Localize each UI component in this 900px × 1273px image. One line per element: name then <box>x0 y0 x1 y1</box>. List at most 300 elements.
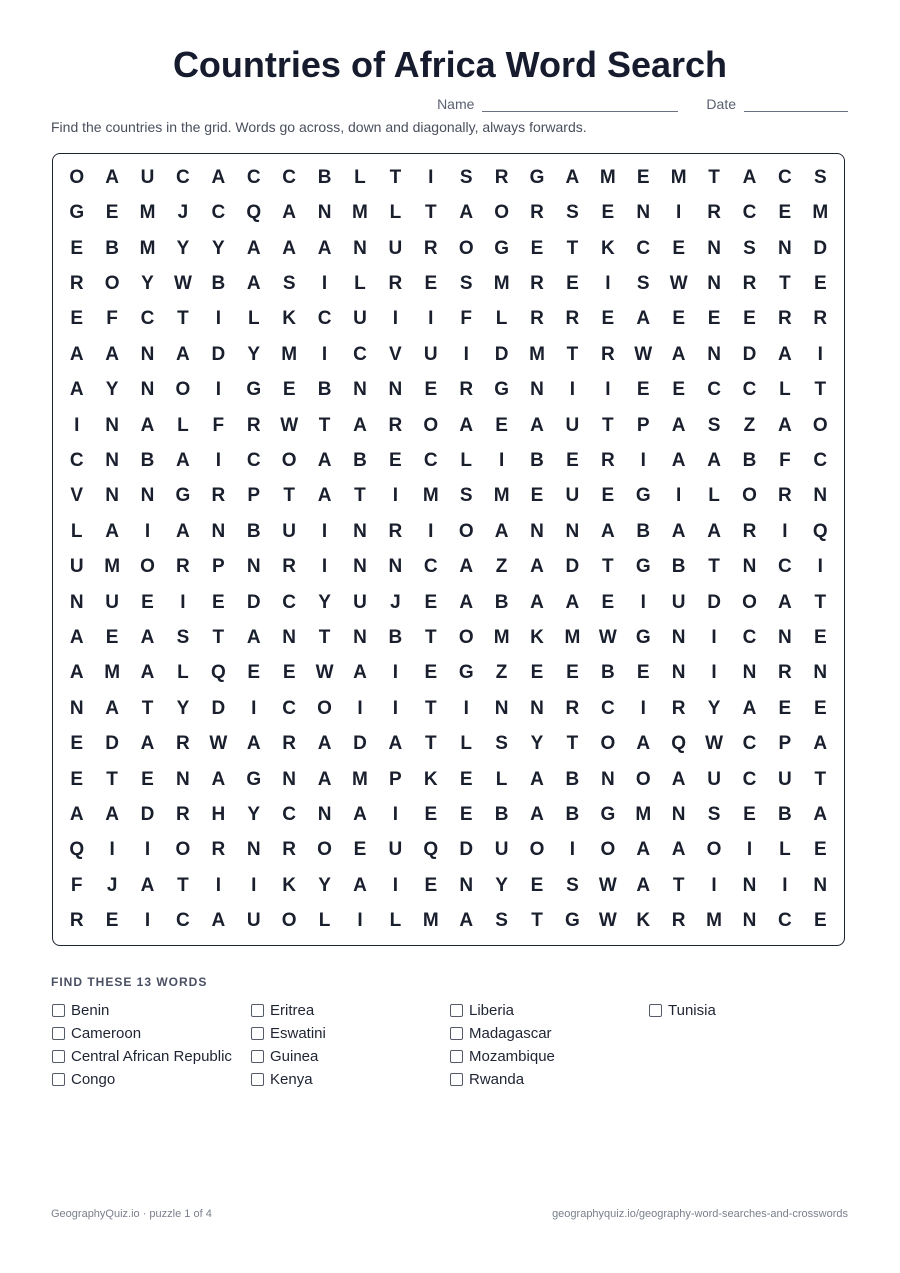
grid-cell[interactable]: R <box>778 308 792 330</box>
grid-cell[interactable]: A <box>459 910 474 932</box>
grid-cell[interactable]: Y <box>247 804 261 826</box>
grid-cell[interactable]: I <box>463 343 469 365</box>
grid-cell[interactable]: C <box>246 449 261 471</box>
grid-cell[interactable]: B <box>494 591 509 613</box>
grid-cell[interactable]: M <box>493 272 510 294</box>
grid-cell[interactable]: R <box>246 414 261 436</box>
checkbox[interactable] <box>649 1004 662 1017</box>
grid-cell[interactable]: T <box>814 768 827 790</box>
grid-cell[interactable]: I <box>463 697 469 719</box>
grid-cell[interactable]: S <box>707 414 721 436</box>
grid-cell[interactable]: T <box>283 485 295 507</box>
grid-cell[interactable]: E <box>424 272 438 294</box>
grid-cell[interactable]: E <box>813 839 827 861</box>
grid-cell[interactable]: G <box>494 379 509 401</box>
grid-cell[interactable]: M <box>635 804 652 826</box>
grid-cell[interactable]: O <box>175 379 191 401</box>
grid-cell[interactable]: E <box>813 272 827 294</box>
grid-cell[interactable]: C <box>707 379 721 401</box>
grid-cell[interactable]: L <box>354 272 366 294</box>
grid-cell[interactable]: A <box>211 768 226 790</box>
grid-cell[interactable]: U <box>140 166 155 188</box>
grid-cell[interactable]: R <box>282 839 297 861</box>
grid-cell[interactable]: Y <box>318 591 331 613</box>
grid-cell[interactable]: T <box>424 733 437 755</box>
grid-cell[interactable]: A <box>282 237 297 259</box>
grid-cell[interactable]: W <box>209 733 228 755</box>
grid-cell[interactable]: I <box>569 379 576 401</box>
grid-cell[interactable]: A <box>494 520 509 542</box>
grid-cell[interactable]: L <box>779 379 791 401</box>
grid-cell[interactable]: N <box>565 520 580 542</box>
grid-cell[interactable]: N <box>530 697 544 719</box>
grid-cell[interactable]: G <box>246 379 262 401</box>
checkbox[interactable] <box>251 1004 264 1017</box>
grid-cell[interactable]: V <box>70 485 84 507</box>
grid-cell[interactable]: R <box>176 556 190 578</box>
grid-cell[interactable]: E <box>282 662 296 684</box>
grid-cell[interactable]: I <box>109 839 115 861</box>
grid-cell[interactable]: E <box>778 202 792 224</box>
word-item[interactable] <box>450 1045 649 1068</box>
grid-cell[interactable]: A <box>211 166 226 188</box>
grid-cell[interactable]: E <box>743 804 756 826</box>
grid-cell[interactable]: A <box>140 627 155 649</box>
grid-cell[interactable]: Q <box>69 839 85 861</box>
grid-cell[interactable]: A <box>176 449 190 471</box>
grid-cell[interactable]: A <box>530 768 544 790</box>
grid-cell[interactable]: O <box>140 556 155 578</box>
grid-cell[interactable]: R <box>388 272 403 294</box>
grid-cell[interactable]: I <box>392 662 399 684</box>
grid-cell[interactable]: J <box>177 202 189 224</box>
grid-cell[interactable]: I <box>711 874 717 896</box>
grid-cell[interactable]: N <box>813 485 828 507</box>
grid-cell[interactable]: A <box>530 414 544 436</box>
grid-cell[interactable]: R <box>530 272 544 294</box>
grid-cell[interactable]: E <box>424 804 438 826</box>
grid-cell[interactable]: A <box>246 272 261 294</box>
grid-cell[interactable]: N <box>707 272 721 294</box>
grid-cell[interactable]: A <box>69 804 84 826</box>
grid-cell[interactable]: L <box>495 308 508 330</box>
grid-cell[interactable]: O <box>742 485 757 507</box>
grid-cell[interactable]: S <box>459 485 473 507</box>
grid-cell[interactable]: K <box>282 308 297 330</box>
grid-cell[interactable]: O <box>600 839 616 861</box>
grid-cell[interactable]: O <box>317 697 332 719</box>
grid-cell[interactable]: R <box>494 166 509 188</box>
grid-cell[interactable]: N <box>211 520 226 542</box>
grid-cell[interactable]: T <box>318 627 331 649</box>
grid-cell[interactable]: A <box>388 733 403 755</box>
grid-cell[interactable]: A <box>140 874 155 896</box>
grid-cell[interactable]: N <box>353 556 367 578</box>
grid-cell[interactable]: Q <box>246 202 262 224</box>
grid-cell[interactable]: A <box>459 556 474 578</box>
grid-cell[interactable]: C <box>282 697 297 719</box>
grid-cell[interactable]: M <box>706 910 722 932</box>
grid-cell[interactable]: N <box>69 697 84 719</box>
grid-cell[interactable]: T <box>424 627 437 649</box>
grid-cell[interactable]: A <box>105 697 119 719</box>
grid-cell[interactable]: I <box>215 449 221 471</box>
grid-cell[interactable]: E <box>424 379 438 401</box>
grid-cell[interactable]: T <box>212 627 225 649</box>
grid-cell[interactable]: C <box>140 308 155 330</box>
grid-cell[interactable]: R <box>530 202 544 224</box>
grid-cell[interactable]: N <box>707 237 721 259</box>
grid-cell[interactable]: E <box>424 874 438 896</box>
grid-cell[interactable]: A <box>353 662 367 684</box>
grid-cell[interactable]: Y <box>176 237 190 259</box>
grid-cell[interactable]: Y <box>495 874 508 896</box>
grid-cell[interactable]: S <box>707 804 721 826</box>
grid-cell[interactable]: N <box>317 202 332 224</box>
grid-cell[interactable]: E <box>353 839 367 861</box>
grid-cell[interactable]: M <box>493 485 510 507</box>
grid-cell[interactable]: A <box>105 166 119 188</box>
grid-cell[interactable]: A <box>565 591 580 613</box>
grid-cell[interactable]: R <box>742 520 757 542</box>
grid-cell[interactable]: T <box>708 556 720 578</box>
grid-cell[interactable]: R <box>282 556 297 578</box>
grid-cell[interactable]: N <box>742 874 757 896</box>
grid-cell[interactable]: S <box>636 272 650 294</box>
grid-cell[interactable]: K <box>282 874 297 896</box>
grid-cell[interactable]: T <box>318 414 331 436</box>
grid-cell[interactable]: B <box>246 520 261 542</box>
grid-cell[interactable]: D <box>140 804 155 826</box>
grid-cell[interactable]: C <box>176 166 190 188</box>
grid-cell[interactable]: Q <box>210 662 226 684</box>
grid-cell[interactable]: E <box>813 910 827 932</box>
grid-cell[interactable]: I <box>676 202 682 224</box>
grid-cell[interactable]: G <box>69 202 85 224</box>
grid-cell[interactable]: O <box>458 627 474 649</box>
grid-cell[interactable]: S <box>176 627 190 649</box>
grid-cell[interactable]: E <box>389 449 402 471</box>
grid-cell[interactable]: I <box>782 520 788 542</box>
grid-cell[interactable]: E <box>743 308 756 330</box>
grid-cell[interactable]: I <box>392 697 399 719</box>
grid-cell[interactable]: A <box>176 343 190 365</box>
grid-cell[interactable]: T <box>141 697 154 719</box>
grid-cell[interactable]: T <box>389 166 402 188</box>
grid-cell[interactable]: O <box>175 839 191 861</box>
grid-cell[interactable]: N <box>671 662 686 684</box>
grid-cell[interactable]: A <box>317 237 332 259</box>
grid-cell[interactable]: O <box>812 414 828 436</box>
grid-cell[interactable]: E <box>459 768 473 790</box>
grid-cell[interactable]: I <box>640 591 646 613</box>
grid-cell[interactable]: E <box>530 237 544 259</box>
grid-cell[interactable]: B <box>494 804 509 826</box>
grid-cell[interactable]: E <box>813 627 827 649</box>
grid-cell[interactable]: O <box>600 733 616 755</box>
grid-cell[interactable]: D <box>742 343 757 365</box>
grid-cell[interactable]: N <box>742 556 757 578</box>
grid-cell[interactable]: L <box>779 839 791 861</box>
grid-cell[interactable]: B <box>671 556 686 578</box>
grid-cell[interactable]: N <box>317 804 332 826</box>
grid-cell[interactable]: N <box>140 343 155 365</box>
grid-cell[interactable]: R <box>530 308 544 330</box>
grid-cell[interactable]: W <box>598 910 617 932</box>
grid-cell[interactable]: I <box>711 627 717 649</box>
grid-cell[interactable]: B <box>565 804 580 826</box>
grid-cell[interactable]: N <box>813 874 828 896</box>
word-item[interactable] <box>52 1068 251 1091</box>
grid-cell[interactable]: E <box>530 485 544 507</box>
grid-cell[interactable]: A <box>282 202 297 224</box>
grid-cell[interactable]: R <box>69 910 84 932</box>
grid-cell[interactable]: N <box>246 556 261 578</box>
grid-cell[interactable]: D <box>813 237 828 259</box>
grid-cell[interactable]: S <box>566 874 579 896</box>
grid-cell[interactable]: L <box>70 520 83 542</box>
grid-cell[interactable]: A <box>353 804 367 826</box>
grid-cell[interactable]: A <box>671 414 686 436</box>
grid-cell[interactable]: U <box>69 556 84 578</box>
grid-cell[interactable]: W <box>705 733 724 755</box>
grid-cell[interactable]: Y <box>105 379 119 401</box>
grid-cell[interactable]: E <box>424 662 438 684</box>
word-item[interactable] <box>251 1068 450 1091</box>
grid-cell[interactable]: I <box>498 449 505 471</box>
grid-cell[interactable]: R <box>671 910 686 932</box>
date-field[interactable] <box>744 97 848 112</box>
grid-cell[interactable]: D <box>353 733 367 755</box>
grid-cell[interactable]: I <box>640 449 646 471</box>
grid-cell[interactable]: N <box>353 627 367 649</box>
grid-cell[interactable]: E <box>247 662 261 684</box>
grid-cell[interactable]: P <box>389 768 402 790</box>
grid-cell[interactable]: D <box>211 343 226 365</box>
grid-cell[interactable]: N <box>353 237 367 259</box>
grid-cell[interactable]: S <box>566 202 579 224</box>
grid-cell[interactable]: D <box>565 556 580 578</box>
grid-cell[interactable]: A <box>671 449 686 471</box>
grid-cell[interactable]: E <box>70 768 84 790</box>
grid-cell[interactable]: R <box>459 379 474 401</box>
grid-cell[interactable]: M <box>670 166 687 188</box>
grid-cell[interactable]: I <box>144 520 151 542</box>
grid-cell[interactable]: R <box>69 272 84 294</box>
grid-cell[interactable]: R <box>176 733 190 755</box>
grid-cell[interactable]: K <box>600 237 615 259</box>
grid-cell[interactable]: E <box>566 662 579 684</box>
grid-cell[interactable]: T <box>354 485 366 507</box>
grid-cell[interactable]: O <box>529 839 545 861</box>
grid-cell[interactable]: A <box>636 733 651 755</box>
grid-cell[interactable]: E <box>601 308 615 330</box>
grid-cell[interactable]: A <box>246 733 261 755</box>
grid-cell[interactable]: N <box>778 237 792 259</box>
grid-cell[interactable]: R <box>600 449 615 471</box>
grid-cell[interactable]: U <box>282 520 297 542</box>
grid-cell[interactable]: A <box>459 202 474 224</box>
checkbox[interactable] <box>52 1050 65 1063</box>
grid-cell[interactable]: M <box>352 202 368 224</box>
grid-cell[interactable]: O <box>706 839 722 861</box>
grid-cell[interactable]: Y <box>176 697 190 719</box>
grid-cell[interactable]: C <box>778 166 792 188</box>
grid-cell[interactable]: I <box>215 379 221 401</box>
grid-cell[interactable]: C <box>742 733 757 755</box>
grid-cell[interactable]: H <box>211 804 226 826</box>
grid-cell[interactable]: R <box>742 272 757 294</box>
grid-cell[interactable]: A <box>778 343 792 365</box>
grid-cell[interactable]: T <box>177 874 189 896</box>
checkbox[interactable] <box>450 1073 463 1086</box>
grid-cell[interactable]: A <box>813 804 828 826</box>
grid-cell[interactable]: Z <box>495 556 508 578</box>
grid-cell[interactable]: I <box>569 839 576 861</box>
grid-cell[interactable]: L <box>495 768 508 790</box>
grid-cell[interactable]: R <box>600 343 615 365</box>
grid-cell[interactable]: N <box>140 485 155 507</box>
grid-cell[interactable]: N <box>105 485 119 507</box>
grid-cell[interactable]: N <box>105 449 119 471</box>
grid-cell[interactable]: I <box>428 308 434 330</box>
checkbox[interactable] <box>251 1050 264 1063</box>
grid-cell[interactable]: U <box>353 308 367 330</box>
grid-cell[interactable]: W <box>173 272 192 294</box>
grid-cell[interactable]: G <box>458 662 474 684</box>
grid-cell[interactable]: I <box>74 414 80 436</box>
grid-cell[interactable]: T <box>672 874 685 896</box>
word-item[interactable] <box>450 999 649 1022</box>
grid-cell[interactable]: M <box>422 910 439 932</box>
grid-cell[interactable]: R <box>778 662 792 684</box>
grid-cell[interactable]: R <box>282 733 297 755</box>
grid-cell[interactable]: U <box>388 839 403 861</box>
grid-cell[interactable]: C <box>176 910 190 932</box>
grid-cell[interactable]: C <box>317 308 332 330</box>
grid-cell[interactable]: U <box>388 237 403 259</box>
grid-cell[interactable]: M <box>139 202 156 224</box>
grid-cell[interactable]: T <box>177 308 189 330</box>
grid-cell[interactable]: A <box>742 166 757 188</box>
grid-cell[interactable]: L <box>318 910 331 932</box>
grid-cell[interactable]: A <box>636 874 651 896</box>
grid-cell[interactable]: Q <box>423 839 439 861</box>
grid-cell[interactable]: F <box>212 414 225 436</box>
grid-cell[interactable]: I <box>321 343 328 365</box>
grid-cell[interactable]: M <box>529 343 545 365</box>
grid-cell[interactable]: N <box>69 591 84 613</box>
grid-cell[interactable]: U <box>778 768 792 790</box>
grid-cell[interactable]: A <box>707 449 721 471</box>
grid-cell[interactable]: S <box>813 166 827 188</box>
grid-cell[interactable]: W <box>669 272 688 294</box>
grid-cell[interactable]: G <box>635 627 651 649</box>
grid-cell[interactable]: A <box>105 804 119 826</box>
grid-cell[interactable]: E <box>566 272 579 294</box>
grid-cell[interactable]: B <box>600 662 615 684</box>
grid-cell[interactable]: E <box>636 166 650 188</box>
grid-cell[interactable]: O <box>281 449 297 471</box>
grid-cell[interactable]: A <box>140 414 155 436</box>
grid-cell[interactable]: E <box>530 662 544 684</box>
grid-cell[interactable]: D <box>105 733 119 755</box>
grid-cell[interactable]: D <box>459 839 474 861</box>
grid-cell[interactable]: S <box>282 272 296 294</box>
grid-cell[interactable]: I <box>817 343 823 365</box>
grid-cell[interactable]: E <box>530 874 544 896</box>
checkbox[interactable] <box>450 1027 463 1040</box>
grid-cell[interactable]: G <box>600 804 616 826</box>
grid-cell[interactable]: A <box>69 662 84 684</box>
grid-cell[interactable]: O <box>635 768 651 790</box>
grid-cell[interactable]: W <box>634 343 653 365</box>
grid-cell[interactable]: D <box>246 591 261 613</box>
grid-cell[interactable]: N <box>282 768 297 790</box>
grid-cell[interactable]: I <box>180 591 186 613</box>
grid-cell[interactable]: S <box>459 166 473 188</box>
grid-cell[interactable]: I <box>392 485 399 507</box>
grid-cell[interactable]: Y <box>707 697 721 719</box>
grid-cell[interactable]: N <box>530 520 544 542</box>
grid-cell[interactable]: A <box>530 556 544 578</box>
grid-cell[interactable]: T <box>566 343 579 365</box>
grid-cell[interactable]: A <box>459 591 474 613</box>
grid-cell[interactable]: W <box>598 627 617 649</box>
grid-cell[interactable]: I <box>782 874 788 896</box>
grid-cell[interactable]: R <box>778 485 792 507</box>
grid-cell[interactable]: N <box>246 839 261 861</box>
grid-cell[interactable]: P <box>636 414 650 436</box>
grid-cell[interactable]: A <box>636 308 651 330</box>
grid-cell[interactable]: C <box>282 591 297 613</box>
grid-cell[interactable]: A <box>671 520 686 542</box>
grid-cell[interactable]: E <box>601 202 615 224</box>
grid-cell[interactable]: I <box>215 308 221 330</box>
grid-cell[interactable]: T <box>424 202 437 224</box>
grid-cell[interactable]: N <box>671 627 686 649</box>
grid-cell[interactable]: E <box>70 237 84 259</box>
grid-cell[interactable]: B <box>140 449 155 471</box>
checkbox[interactable] <box>450 1004 463 1017</box>
grid-cell[interactable]: O <box>458 520 474 542</box>
grid-cell[interactable]: C <box>742 768 757 790</box>
grid-cell[interactable]: E <box>141 591 154 613</box>
grid-cell[interactable]: T <box>814 379 827 401</box>
grid-cell[interactable]: U <box>671 591 686 613</box>
grid-cell[interactable]: A <box>246 237 261 259</box>
grid-cell[interactable]: P <box>247 485 261 507</box>
grid-cell[interactable]: N <box>707 343 721 365</box>
word-item[interactable] <box>251 1022 450 1045</box>
grid-cell[interactable]: I <box>392 308 399 330</box>
grid-cell[interactable]: B <box>317 166 332 188</box>
grid-cell[interactable]: E <box>636 379 650 401</box>
grid-cell[interactable]: T <box>566 237 579 259</box>
grid-cell[interactable]: E <box>636 662 650 684</box>
grid-cell[interactable]: A <box>353 874 367 896</box>
grid-cell[interactable]: N <box>742 910 757 932</box>
grid-cell[interactable]: I <box>392 874 399 896</box>
grid-cell[interactable]: A <box>813 733 828 755</box>
grid-cell[interactable]: E <box>601 485 615 507</box>
grid-cell[interactable]: O <box>281 910 297 932</box>
grid-cell[interactable]: F <box>106 308 118 330</box>
grid-cell[interactable]: E <box>778 697 792 719</box>
grid-cell[interactable]: N <box>388 379 403 401</box>
grid-cell[interactable]: I <box>321 520 328 542</box>
grid-cell[interactable]: N <box>813 662 828 684</box>
